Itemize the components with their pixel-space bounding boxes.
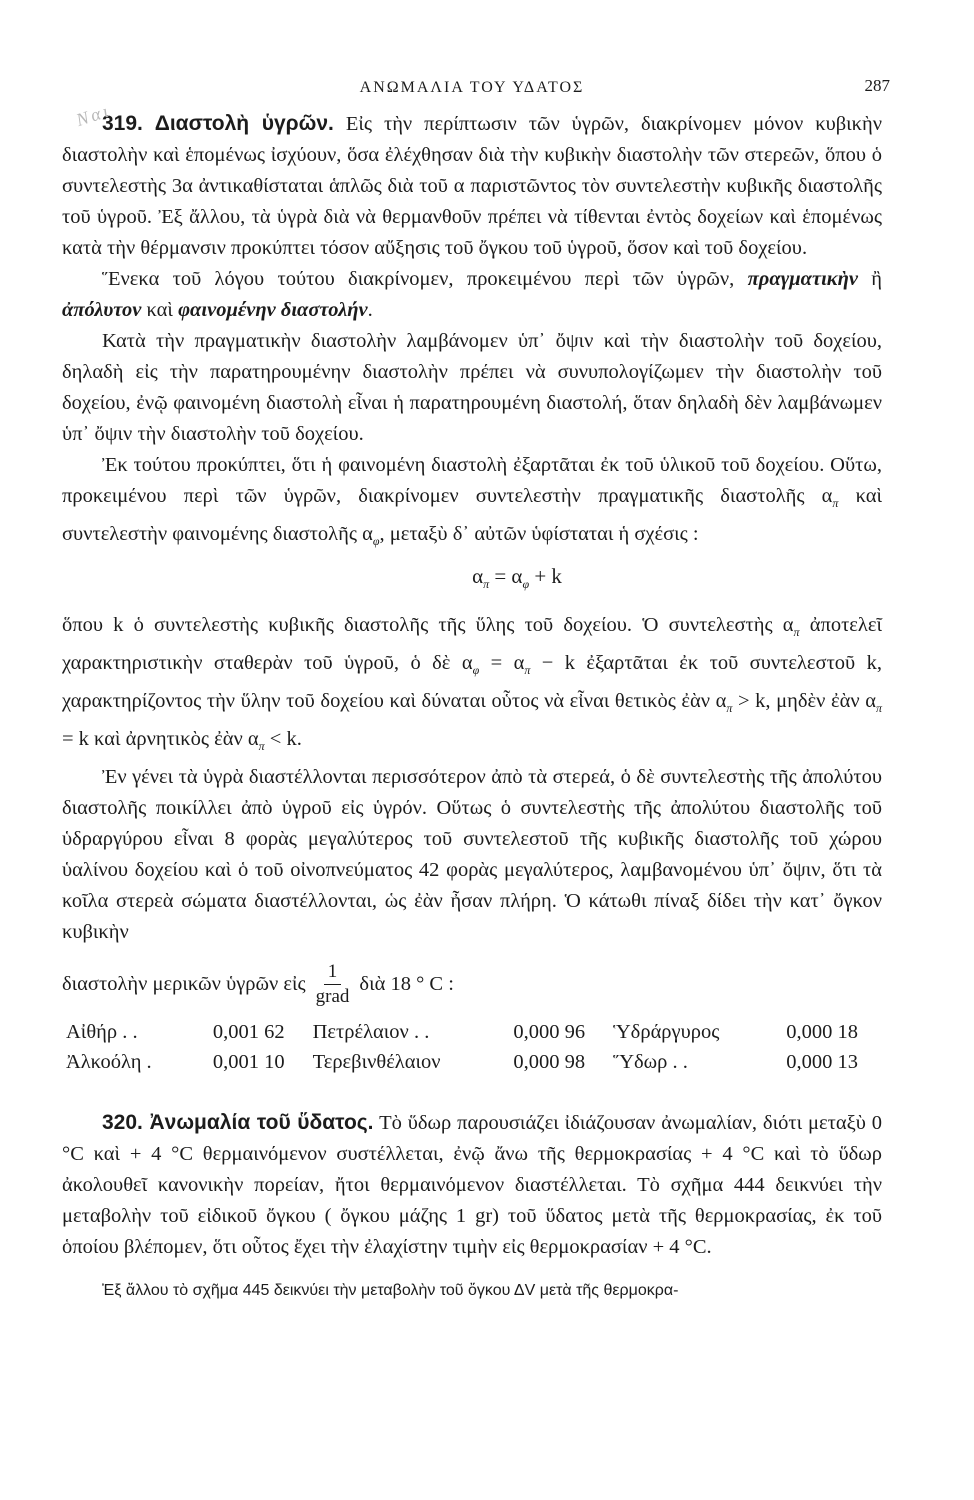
section-319-paragraph-6: Ἐν γένει τὰ ὑγρὰ διαστέλλονται περισσότερον ἀπὸ τὰ στερεά, ὁ δὲ συντελεστὴς τῆς ἀπολύτου διαστολῆς ποικίλλει ἀπὸ ὑγροῦ εἰς ὑγρόν. Οὕτως ὁ συντελεστὴς τῆς ἀπολύτου διαστολῆς τοῦ ὑδραργύρου εἶναι 8 φορὰς μεγαλύτερος τοῦ συντελεστοῦ τῆς κυβικῆς διαστολῆς τοῦ χώρου ὑαλίνου δοχείου καὶ ὁ τοῦ οἰνοπνεύματος 42 φορὰς μεγαλύτερος, λαμβανομένου ὑπ᾽ ὄψιν, ὅτι τὰ κοῖλα στερεὰ σώματα διαστέλλονται, ὡς ἐὰν ἦσαν πλήρη. Ὁ κάτωθι πίναξ δίδει τὴν κατ᾽ ὄγκον κυβικὴν [62, 766, 882, 943]
section-320-paragraph-1: 320. Ἀνωμαλία τοῦ ὕδατος. Τὸ ὕδωρ παρουσιάζει ἰδιάζουσαν ἀνωμαλίαν, διότι μεταξὺ 0 °C καὶ + 4 °C θερμαινόμενον συστέλλεται, ἐνῷ ἄνω τῆς θερμοκρασίας + 4 °C καὶ τὸ ὕδωρ ἀκολουθεῖ κανονικὴν πορείαν, ἤτοι θερμαινόμενον διαστέλλεται. Τὸ σχῆμα 444 δεικνύει τὴν μεταβολὴν τοῦ εἰδικοῦ ὄγκου ( ὄγκου μάζης 1 gr) τοῦ ὕδατος μετὰ τῆς θερμοκρασίας, ἐκ τοῦ ὁποίου βλέπομεν, ὅτι οὗτος ἔχει τὴν ἐλαχίστην τιμὴν εἰς θερμοκρασίαν + 4 °C. [62, 1111, 882, 1258]
table-cell-value: 0,000 13 [786, 1051, 858, 1073]
table-cell-name: Ὑδράργυρος [613, 1021, 720, 1043]
table-cell-name: Ἀλκοόλη . [66, 1051, 152, 1073]
section-319-paragraph-1: 319. Διαστολὴ ὑγρῶν. Εἰς τὴν περίπτωσιν τῶν ὑγρῶν, διακρίνομεν μόνον κυβικὴν διαστολὴν καὶ ἑπομένως ἰσχύουν, ὅσα ἐλέχθησαν διὰ τὴν κυβικὴν διαστολὴν τῶν στερεῶν, ὅπου ὁ συντελεστὴς 3α ἀντικαθίσταται ἁπλῶς διὰ τοῦ α παριστῶντος τὸν συντελεστὴν κυβικῆς διαστολῆς τοῦ ὑγροῦ. Ἐξ ἄλλου, τὰ ὑγρὰ διὰ νὰ θερμανθοῦν πρέπει νὰ τίθενται ἐντὸς δοχείων καὶ ἑπομένως κατὰ τὴν θέρμανσιν προκύπτει τόσον αὔξησις τοῦ ὄγκου τοῦ ὑγροῦ, ὅσον καὶ τοῦ δοχείου. [62, 112, 882, 259]
section-319-paragraph-3: Κατὰ τὴν πραγματικὴν διαστολὴν λαμβάνομεν ὑπ᾽ ὄψιν καὶ τὴν διαστολὴν τοῦ δοχείου, δηλαδὴ εἰς τὴν παρατηρουμένην διαστολὴν πρέπει νὰ συνυπολογίζωμεν τὴν διαστολὴν τοῦ δοχείου, ἐνῷ φαινομένη διαστολὴ εἶναι ἡ παρατηρουμένη διαστολή, ὅταν δηλαδὴ δὲν λαμβάνωμεν ὑπ᾽ ὄψιν τὴν διαστολὴν τοῦ δοχείου. [62, 330, 882, 445]
handwritten-margin-note: Ναι [73, 100, 114, 131]
page-number: 287 [864, 76, 890, 95]
term-real: πραγματικὴν [747, 268, 858, 290]
section-319-paragraph-4: Ἐκ τούτου προκύπτει, ὅτι ἡ φαινομένη διαστολὴ ἐξαρτᾶται ἐκ τοῦ ὑλικοῦ τοῦ δοχείου. Οὕτω, προκειμένου περὶ τῶν ὑγρῶν, διακρίνομεν συντελεστὴν πραγματικῆς διαστολῆς $\alpha_\pi$ καὶ συντελεστὴν φαινομένης διαστολῆς $\alpha_\varphi$, μεταξὺ δ᾽ αὐτῶν ὑφίσταται ἡ σχέσις : [62, 454, 883, 548]
table-cell-name: Πετρέλαιον . . [312, 1021, 430, 1043]
table-cell-value: 0,001 62 [212, 1021, 285, 1043]
section-319-paragraph-5: ὅπου k ὁ συντελεστὴς κυβικῆς διαστολῆς τῆς ὕλης τοῦ δοχείου. Ὁ συντελεστὴς $\alpha_\pi$ ἀποτελεῖ χαρακτηριστικὴν σταθερὰν τοῦ ὑγροῦ, ὁ δὲ $\alpha_\varphi = \alpha_\pi - k$ ἐξαρτᾶται ἐκ τοῦ συντελεστοῦ k, χαρακτηρίζοντος τὴν ὕλην τοῦ δοχείου καὶ δύναται οὗτος νὰ εἶναι θετικὸς ἐὰν $\alpha_\pi > k$, μηδὲν ἐὰν $\alpha_\pi = k$ καὶ ἀρνητικὸς ἐὰν $\alpha_\pi < k$. [62, 614, 882, 753]
table-cell-value: 0,001 10 [212, 1051, 285, 1073]
term-absolute: ἀπόλυτον [62, 299, 142, 321]
table-row [62, 1017, 882, 1047]
table-cell-name: Αἰθήρ . . [66, 1021, 138, 1043]
section-319-paragraph-2: Ἕνεκα τοῦ λόγου τούτου διακρίνομεν, προκειμένου περὶ τῶν ὑγρῶν, πραγματικὴν ἢ ἀπόλυτον καὶ φαινομένην διαστολήν. [62, 268, 882, 321]
table-cell-value: 0,000 98 [513, 1051, 586, 1073]
alpha-pi: $\alpha_\pi$ [821, 485, 839, 510]
term-apparent: φαινομένην διαστολήν [178, 299, 368, 321]
table-row [62, 1047, 882, 1077]
running-title: ΑΝΩΜΑΛΙΑ ΤΟΥ ΥΔΑΤΟΣ [359, 79, 585, 96]
table-cell-value: 0,000 96 [513, 1021, 586, 1043]
fraction-line: διαστολὴν μερικῶν ὑγρῶν εἰς $\frac{1}{\text{grad}}$ διὰ 18 ° C : [62, 961, 454, 1007]
section-319-heading: 319. Διαστολὴ ὑγρῶν. [102, 112, 334, 135]
table-cell-value: 0,000 18 [786, 1021, 858, 1043]
alpha-phi: $\alpha_\varphi$ [362, 523, 380, 548]
section-320-footer-paragraph: Ἐξ ἄλλου τὸ σχῆμα 445 δεικνύει τὴν μεταβολὴν τοῦ ὄγκου ΔV μετὰ τῆς θερμοκρα- [102, 1282, 679, 1299]
table-cell-name: Ὕδωρ . . [613, 1051, 688, 1073]
running-header [62, 68, 890, 102]
table-cell-name: Τερεβινθέλαιον [312, 1051, 441, 1073]
per-grad-fraction: $\frac{1}{\text{grad}}$ [315, 961, 350, 1007]
equation: $\alpha_\pi = \alpha_\varphi + k$ [472, 564, 562, 591]
section-320-heading: 320. Ἀνωμαλία τοῦ ὕδατος. [102, 1111, 374, 1134]
expansion-coefficient-table [62, 1017, 882, 1077]
